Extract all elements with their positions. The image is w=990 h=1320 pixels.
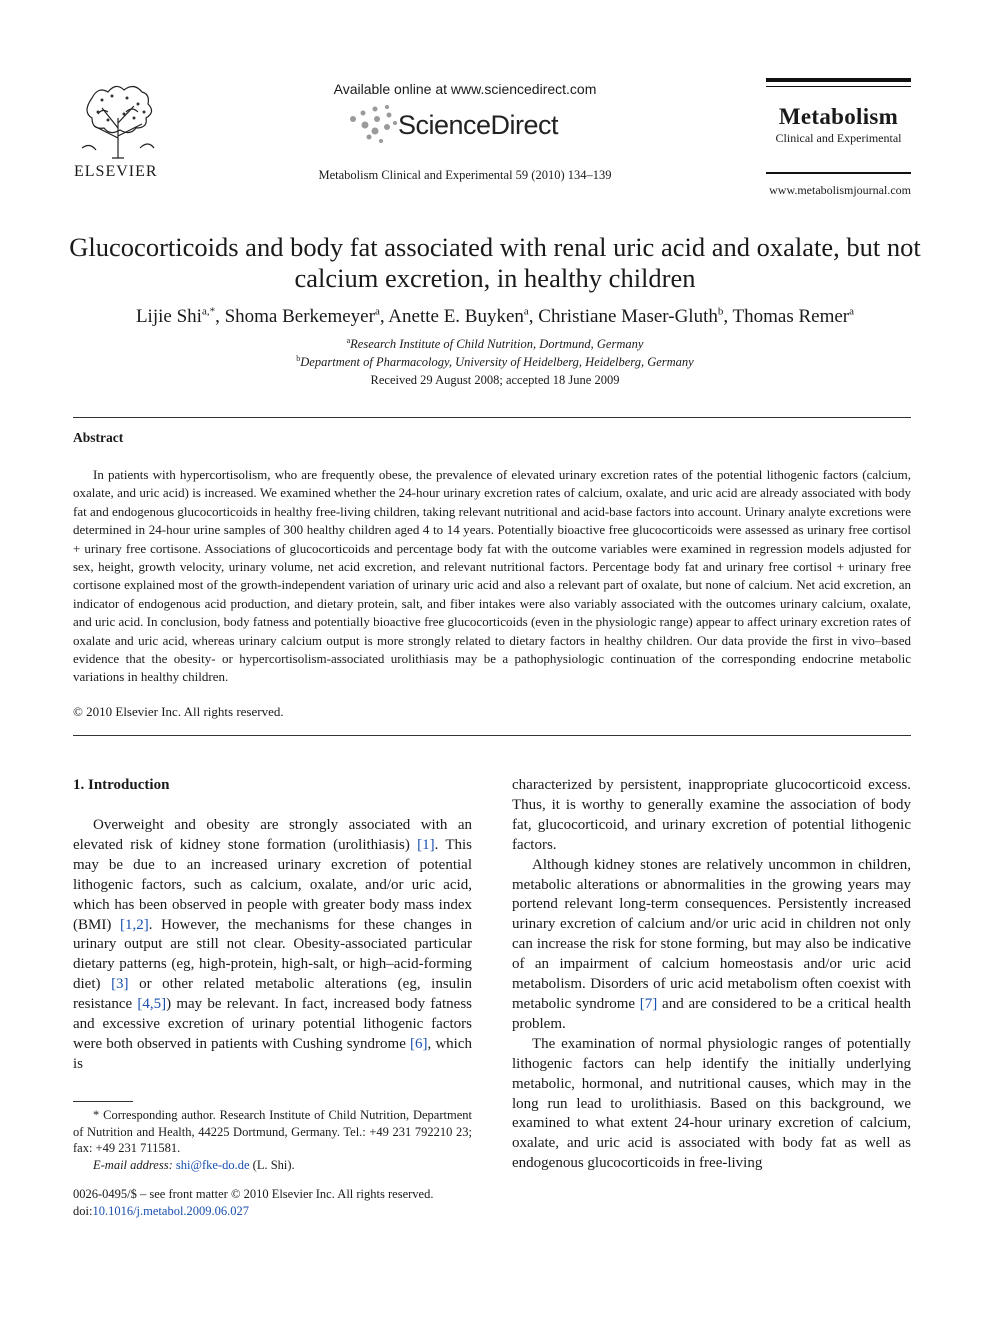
sciencedirect-wordmark: ScienceDirect	[398, 110, 559, 140]
affiliation-a: $^a$Research Institute of Child Nutrition, Dortmund, Germany	[346, 336, 644, 352]
footnote-corresponding: * Corresponding author. Research Institute of Child Nutrition, Department of Nutrition and Health, 44225 Dortmund, Germany. Tel.: +49 231 792210 23; fax: +49 231 711581. E-mail address: shi@fke-do.de (L. Shi).	[73, 1108, 472, 1172]
footnote-rule	[73, 1101, 133, 1102]
issn-line: 0026-0495/$ – see front matter © 2010 Elsevier Inc. All rights reserved.	[73, 1187, 434, 1201]
elsevier-wordmark: ELSEVIER	[74, 163, 158, 180]
available-online-text[interactable]: Available online at www.sciencedirect.com	[333, 81, 597, 97]
citation-link[interactable]: [7]	[639, 995, 658, 1012]
article-title: Glucocorticoids and body fat associated with renal uric acid and oxalate, but not calcium excretion, in healthy children	[69, 232, 921, 293]
author[interactable]: Thomas Remer$^a$	[732, 306, 855, 328]
received-dates: Received 29 August 2008; accepted 18 June 2009	[370, 373, 620, 387]
abstract-rule-top	[73, 417, 911, 418]
author[interactable]: Shoma Berkemeyer$^a$,	[224, 306, 389, 328]
intro-paragraph-2: Although kidney stones are relatively uncommon in children, metabolic alterations or abnormalities in the growing years may portend relevant long-term consequences. Persistently increased urinary excretion of calcium and/or uric acid in children not only can increase the risk for stone forming, but may also be indicative of an impairment of calcium homeostasis and/or uric acid metabolism. Disorders of uric acid metabolism often coexist with metabolic syndrome [7] and are considered to be a critical health problem.	[512, 856, 911, 1032]
intro-paragraph-continued: characterized by persistent, inappropriate glucocorticoid excess. Thus, it is worthy to generally examine the association of body fat, glucocorticoid, and urinary excretion of potential lithogenic factors.	[512, 777, 911, 853]
abstract-text: In patients with hypercortisolism, who are frequently obese, the prevalence of elevated urinary excretion rates of the potential lithogenic factors (calcium, oxalate, and uric acid) is increased. We examined whether the 24-hour urinary excretion rates of calcium, oxalate, and uric acid are already associated with body fat and endogenous glucocorticoids in healthy free-living children, taking relevant nutritional and acid-base factors into account. Urinary analyte excretions were determined in 24-hour urine samples of 300 healthy children aged 4 to 14 years. Potentially bioactive free glucocorticoids were assessed as urinary free cortisol + urinary free cortisone. Associations of glucocorticoids and percentage body fat with the outcome variables were examined in regression models adjusted for sex, height, growth velocity, urinary volume, net acid excretion, and relevant nutritional factors. Percentage body fat and urinary free cortisol + urinary free cortisone explained most of the growth-independent variation of urinary uric acid and also a relevant part of oxalate, but none of calcium. Net acid excretion, an indicator of endogenous acid production, and dietary protein, salt, and fiber intakes were also variably associated with the outcomes urinary calcium, oxalate, and uric acid. In conclusion, body fatness and potentially bioactive free glucocorticoids (even in the physiologic range) appear to affect urinary excretion rates of oxalate and uric acid, whereas urinary calcium output is more strongly related to dietary factors in healthy children. Our data provide the first in vivo–based evidence that the obesity- or hypercortisolism-associated urolithiasis may be a pathophysiologic continuation of the corresponding endocrine metabolic variations in healthy children.	[73, 467, 911, 685]
citation-link[interactable]: [1,2]	[120, 916, 149, 933]
abstract-heading: Abstract	[73, 430, 124, 445]
journal-title: Metabolism	[778, 104, 899, 129]
journal-subtitle: Clinical and Experimental	[775, 131, 902, 145]
section-heading-introduction: 1. Introduction	[73, 777, 170, 793]
journal-rule-thin	[766, 86, 911, 87]
intro-paragraph-3: The examination of normal physiologic ranges of potentially lithogenic factors can help identify the initially underlying metabolic, hormonal, and nutritional causes, which may in the long run lead to urolithiasis. Based on this background, we examined to what extent 24-hour urinary excretion of calcium, oxalate, and uric acid is associated with body fat as well as endogenous glucocorticoids in free-living	[512, 1035, 911, 1172]
citation-link[interactable]: [3]	[111, 976, 129, 993]
author-list	[60, 306, 930, 328]
abstract-copyright: © 2010 Elsevier Inc. All rights reserved.	[73, 704, 284, 719]
doi-line: doi:10.1016/j.metabol.2009.06.027	[73, 1204, 250, 1218]
doi-link[interactable]: 10.1016/j.metabol.2009.06.027	[92, 1204, 250, 1218]
journal-url[interactable]: www.metabolismjournal.com	[769, 183, 911, 197]
journal-rule-top	[766, 78, 911, 82]
left-column	[73, 816, 472, 1075]
journal-rule-bottom	[766, 172, 911, 174]
author[interactable]: Anette E. Buyken$^a$,	[388, 306, 539, 328]
journal-citation: Metabolism Clinical and Experimental 59 (2010) 134–139	[318, 168, 612, 182]
affiliation-b: $^b$Department of Pharmacology, University of Heidelberg, Heidelberg, Germany	[296, 354, 694, 370]
abstract-rule-bottom	[73, 735, 911, 736]
intro-paragraph-1: Overweight and obesity are strongly associated with an elevated risk of kidney stone formation (urolithiasis) [1]. This may be due to an increased urinary excretion of potential lithogenic factors, such as calcium, oxalate, and/or uric acid, which has been observed in people with greater body mass index (BMI) [1,2]. However, the mechanisms for these changes in urinary output are still not clear. Obesity-associated particular dietary patterns (eg, high-protein, high-salt, or high–acid-forming diet) [3] or other related metabolic alterations (eg, insulin resistance [4,5]) may be relevant. In fact, increased body fatness and excessive excretion of urinary potential lithogenic factors were both observed in patients with Cushing syndrome [6], which is	[73, 817, 473, 1072]
citation-link[interactable]: [6]	[409, 1035, 428, 1052]
citation-link[interactable]: [1]	[417, 836, 435, 853]
author[interactable]: Lijie Shi$^{a,*}$,	[135, 306, 225, 328]
right-column	[512, 776, 911, 1174]
citation-link[interactable]: [4,5]	[137, 996, 167, 1013]
email-link[interactable]: shi@fke-do.de	[175, 1157, 250, 1172]
author[interactable]: Christiane Maser-Gluth$^b$,	[538, 306, 733, 328]
